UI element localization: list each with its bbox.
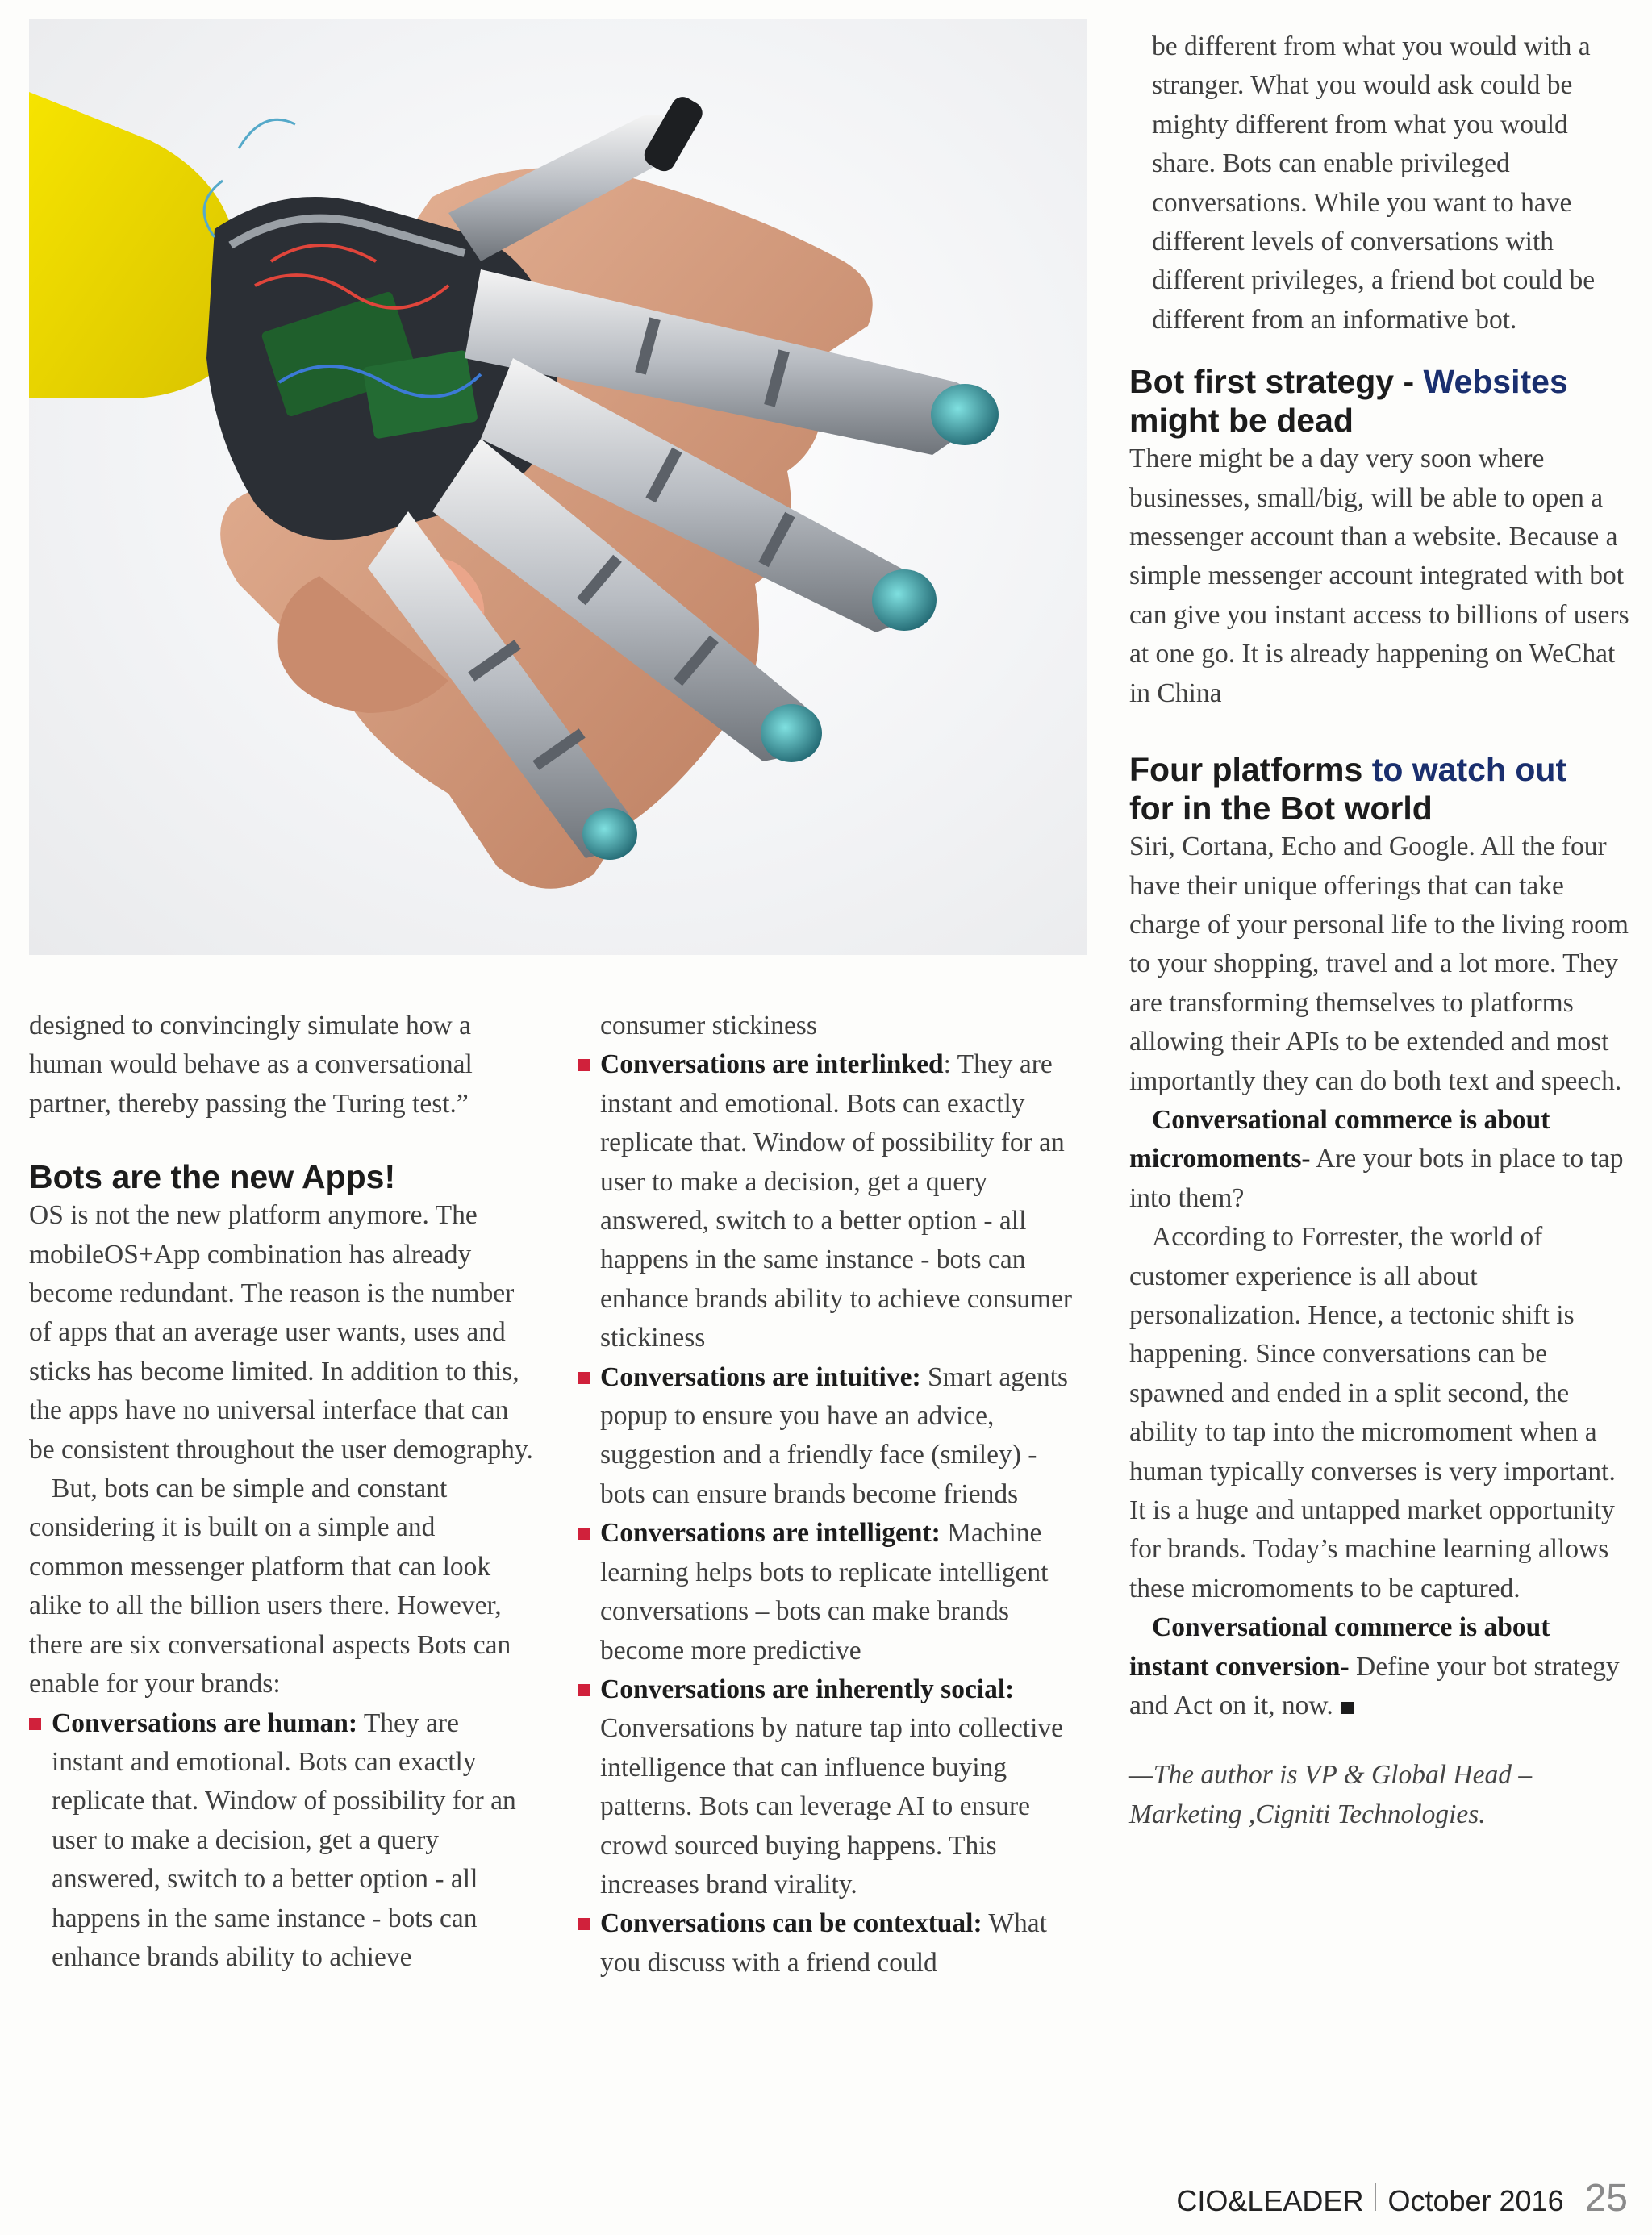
bullet-square-icon	[29, 1718, 41, 1730]
heading-bot-first-strategy: Bot first strategy - Websites might be dead	[1129, 363, 1568, 440]
paragraph-instant-conversion: Conversational commerce is about instant conversion- Define your bot strategy and Act on it, now.	[1129, 1612, 1620, 1721]
bullet-conversations-social: Conversations are inherently social: Conversations by nature tap into collective intelligence that can influence buying patterns. Bots can leverage AI to ensure crowd sourced buying happens. This increases brand virality.	[578, 1670, 1083, 1904]
bullet-square-icon	[578, 1684, 590, 1696]
continued-text-right: be different from what you would with a stranger. What you would ask could be mighty different from what you would share. Bots can enable privileged conversations. While you want to have different levels of conversations with different privileges, a friend bot could be different from an informative bot.	[1152, 31, 1596, 335]
paragraph-os: OS is not the new platform anymore. The mobileOS+App combination has already become redundant. The reason is the number of apps that an average user wants, uses and sticks has become limited. In addition to this, the apps have no universal interface that can be consistent throughout the user demography.	[29, 1200, 533, 1465]
bullet-conversations-contextual: Conversations can be contextual: What you discuss with a friend could	[578, 1904, 1083, 1983]
intro-text: designed to convincingly simulate how a human would behave as a conversational partner, thereby passing the Turing test.”	[29, 1011, 473, 1119]
magazine-name: CIO&LEADER	[1176, 2184, 1364, 2217]
column-middle	[578, 1007, 1083, 1983]
paragraph-bots-simple: But, bots can be simple and constant considering it is built on a simple and common messenger platform that can look alike to all the billion users there. However, there are six conversational aspects Bots can enable for your brands:	[29, 1474, 511, 1699]
issue-date: October 2016	[1387, 2184, 1564, 2217]
continued-text: consumer stickiness	[600, 1011, 817, 1040]
paragraph-messenger-account: There might be a day very soon where businesses, small/big, will be able to open a messenger account than a website. Because a simple messenger account integrated with bot can give you instant access to billions of users at one go. It is already happening on WeChat in China	[1129, 444, 1629, 708]
heading-bots-new-apps: Bots are the new Apps!	[29, 1158, 396, 1196]
author-byline: —The author is VP & Global Head – Marketing ,Cigniti Technologies.	[1129, 1760, 1533, 1829]
footer-divider	[1375, 2183, 1376, 2211]
bullet-conversations-interlinked: Conversations are interlinked: They are instant and emotional. Bots can exactly replicate that. Window of possibility for an user to make a decision, get a query answered, switch to a better option - all happens in the same instance - bots can enhance brands ability to achieve consumer stickiness	[578, 1045, 1083, 1357]
column-right	[1129, 27, 1636, 1834]
paragraph-siri-cortana: Siri, Cortana, Echo and Google. All the four have their unique offerings that can take charge of your personal life to the living room to your shopping, travel and a lot more. They are transforming themselves to platforms allowing their APIs to be extended and most importantly they can do both text and speech.	[1129, 832, 1629, 1096]
paragraph-forrester: According to Forrester, the world of customer experience is all about personalization. Hence, a tectonic shift is happening. Since conversations can be spawned and ended in a split second, the ability to tap into the micromoment when a human typically converses is very important. It is a huge and untapped market opportunity for brands. Today’s machine learning allows these micromoments to be captured.	[1129, 1222, 1616, 1603]
bullet-conversations-human: Conversations are human: They are instant and emotional. Bots can exactly replicate that. Window of possibility for an user to make a decision, get a query answered, switch to a better option - all happens in the same instance - bots can enhance brands ability to achieve	[29, 1704, 534, 1978]
column-left	[29, 1007, 534, 1977]
bullet-square-icon	[578, 1059, 590, 1071]
robot-hand-illustration	[29, 19, 1087, 955]
page-number: 25	[1584, 2177, 1628, 2220]
bullet-conversations-intuitive: Conversations are intuitive: Smart agents popup to ensure you have an advice, suggestion and a friendly face (smiley) - bots can ensure brands become friends	[578, 1358, 1083, 1515]
bullet-square-icon	[578, 1918, 590, 1930]
article-photo	[29, 19, 1087, 955]
page-footer	[1176, 2176, 1628, 2225]
end-of-article-icon	[1341, 1702, 1354, 1714]
bullet-conversations-intelligent: Conversations are intelligent: Machine learning helps bots to replicate intelligent conversations – bots can make brands become more predictive	[578, 1514, 1083, 1670]
paragraph-micromoments: Conversational commerce is about micromoments- Are your bots in place to tap into them?	[1129, 1104, 1624, 1213]
bullet-square-icon	[578, 1372, 590, 1384]
bullet-square-icon	[578, 1528, 590, 1540]
heading-four-platforms: Four platforms to watch out for in the Bot world	[1129, 751, 1567, 828]
